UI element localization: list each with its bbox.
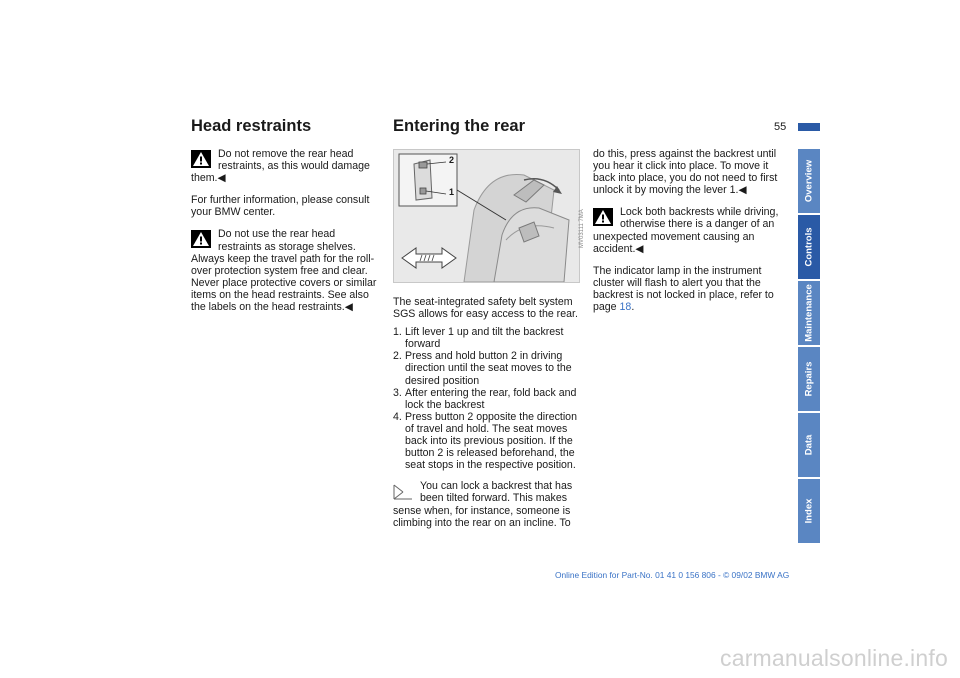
tab-maintenance[interactable]: Maintenance — [798, 281, 820, 345]
warning-1-text-first: Do not remove the rear head restraints, as this would damage — [218, 148, 370, 173]
right-paragraph-2-end: . — [631, 301, 635, 314]
tab-index[interactable]: Index — [798, 479, 820, 543]
right-column — [593, 148, 787, 313]
step-item: 3. After entering the rear, fold back and lock the backrest — [393, 386, 577, 411]
warning-2 — [191, 228, 381, 313]
step-item: 4. Press button 2 opposite the direction of travel and hold. The seat moves back into its previous position. If the button 2 is released beforehand, the seat stops in the respective position. — [393, 410, 577, 472]
warning-1-text-rest: them.◀ — [191, 172, 226, 185]
section-title-head-restraints: Head restraints — [191, 117, 312, 135]
warning-icon — [593, 208, 613, 226]
figure-label-2: 2 — [449, 155, 455, 165]
note-text-rest: sense when, for instance, someone is climbing into the rear on an incline. To — [393, 504, 571, 529]
step-item: 1. Lift lever 1 up and tilt the backrest forward — [393, 326, 564, 351]
warning-icon — [191, 150, 211, 168]
warning-3-text-first: Lock both backrests while driving, otherwise there is a danger of an — [620, 206, 779, 231]
watermark: carmanualsonline.info — [720, 645, 948, 671]
warning-1 — [191, 148, 381, 184]
left-paragraph-1: For further information, please consult your BMW center. — [191, 194, 370, 219]
left-column — [191, 148, 381, 313]
figure-label-1: 1 — [449, 187, 455, 197]
right-paragraph-1: do this, press against the backrest until you hear it click into place. To move it back into place, you do not need to first unlock it by moving the lever 1.◀ — [593, 148, 778, 197]
middle-column — [393, 296, 586, 529]
steps-list — [393, 326, 586, 471]
note-block — [393, 480, 586, 528]
right-paragraph-2 — [593, 265, 787, 313]
tab-overview[interactable]: Overview — [798, 149, 820, 213]
tab-repairs[interactable]: Repairs — [798, 347, 820, 411]
section-title-entering-rear: Entering the rear — [393, 117, 526, 135]
header-accent-bar — [798, 123, 820, 131]
page-link-18[interactable]: 18 — [619, 301, 632, 314]
footer-edition: Online Edition for Part-No. 01 41 0 156 806 - © 09/02 BMW AG — [555, 570, 790, 580]
page-number: 55 — [774, 121, 787, 133]
warning-2-text-first: Do not use the rear head restraints as storage shelves. — [218, 228, 356, 253]
warning-icon — [191, 230, 211, 248]
tab-data[interactable]: Data — [798, 413, 820, 477]
seat-illustration — [393, 149, 580, 283]
warning-3-text-rest: unexpected movement causing an accident.◀ — [593, 230, 755, 255]
seat-drawing — [394, 150, 579, 282]
warning-3 — [593, 206, 787, 254]
figure-code: MV03111 7MA — [579, 209, 585, 248]
right-paragraph-2-text: The indicator lamp in the instrument cluster will flash to alert you that the backrest is not locked in place, refer to page — [593, 264, 774, 314]
note-text-first: You can lock a backrest that has been tilted forward. This makes — [420, 480, 573, 505]
step-item: 2. Press and hold button 2 in driving direction until the seat moves to the desired position — [393, 350, 572, 387]
note-icon — [393, 483, 413, 501]
warning-2-text-rest: Always keep the travel path for the roll-over protection system free and clear. Never place protective covers or similar items on the head restraints. See also the labels on the head restraints.◀ — [191, 252, 377, 314]
intro-paragraph: The seat-integrated safety belt system SGS allows for easy access to the rear. — [393, 296, 578, 321]
tab-controls[interactable]: Controls — [798, 215, 820, 279]
